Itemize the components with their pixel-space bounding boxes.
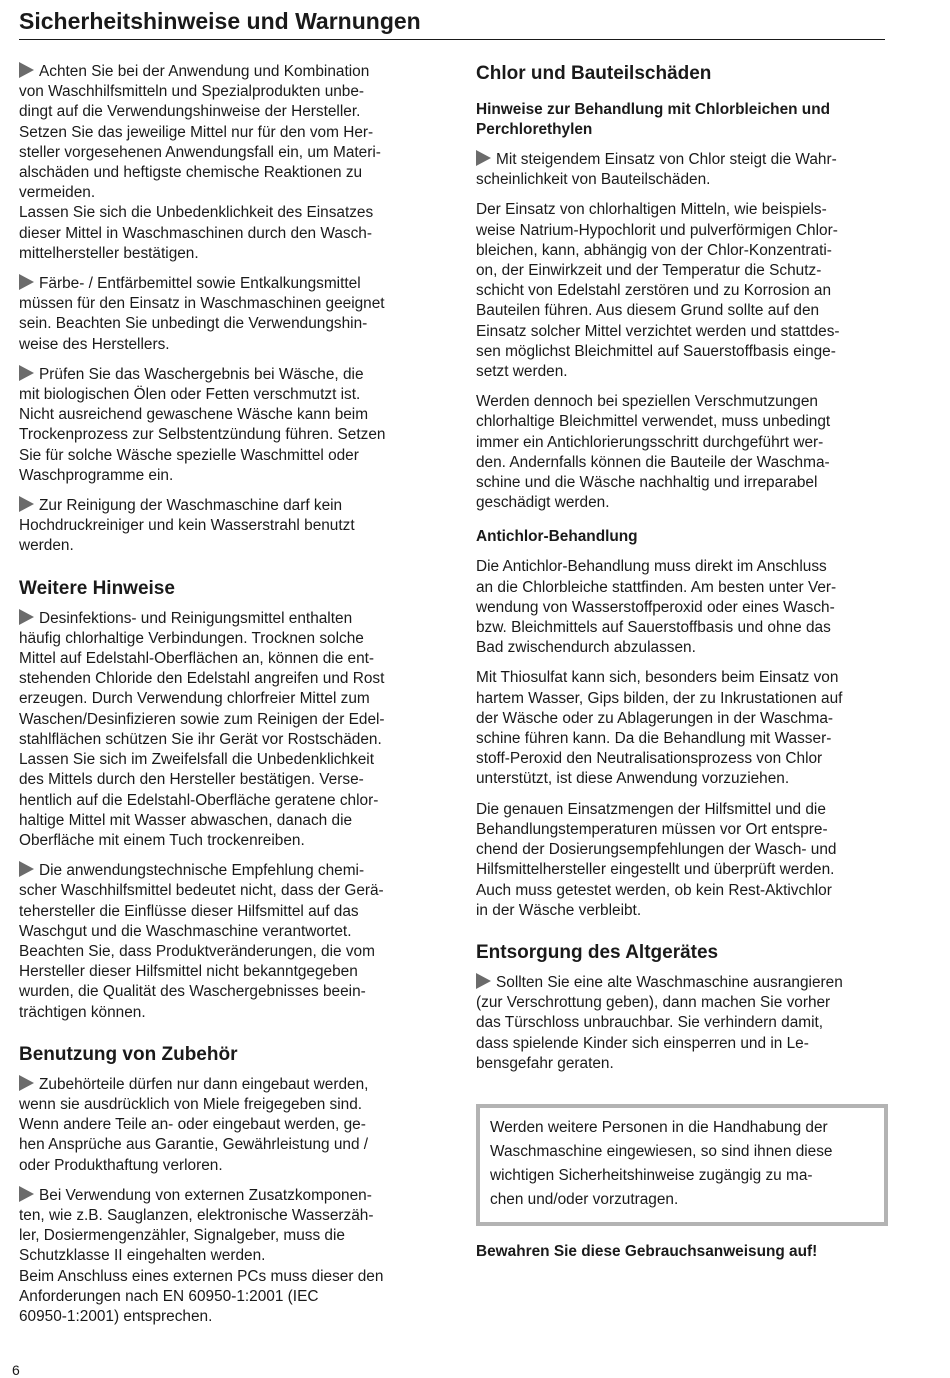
safety-paragraph: Desinfektions- und Reinigungsmittel enthalten häufig chlorhaltige Verbindungen. Trocknen solche Mittel auf Edelstahl-Oberflächen an, können die ent- stehenden Chloride den Edelstahl angreifen und Rost erzeugen. Durch Verwendung chlorfreier Mittel zum Waschen/Desinfizieren sowie zum Reinigen der Edel- stahlflächen schützen Sie ihr Gerät vor Rostschäden. Lassen Sie sich im Zweifelsfall die Unbedenklichkeit des Mittels durch den Hersteller bestätigen. Verse- hentlich auf die Edelstahl-Oberfläche geratene chlor- haltige Mittel mit Wasser abwaschen, danach die Oberfläche mit einem Tuch trockenreiben. [19,609,385,849]
keep-instructions-note: Bewahren Sie diese Gebrauchsanweisung auf! [476,1242,818,1260]
page-number: 6 [12,1362,20,1378]
triangle-right-icon [19,62,34,78]
body-paragraph: Mit Thiosulfat kann sich, besonders beim Einsatz von hartem Wasser, Gips bilden, der zu Inkrustationen auf der Wäsche oder zu Ablagerungen in der Waschma- schine führen kann. Da die Behandlung mit Wasser- stoff-Peroxid den Neutralisationsprozess von Chlor unterstützt, ist diese Anwendung vorzuziehen. [476,669,843,788]
triangle-right-icon [476,973,491,989]
safety-paragraph: Achten Sie bei der Anwendung und Kombination von Waschhilfsmitteln und Spezialprodukten unbe- dingt auf die Verwendungshinweise der Hersteller. Setzen Sie das jeweilige Mittel nur für den vom Her- steller vorgesehenen Anwendungsfall ein, um Materi- alschäden und heftigste chemische Reaktionen zu vermeiden. Lassen Sie sich die Unbedenklichkeit des Einsatzes dieser Mittel in Waschmaschinen durch den Wasch- mittelhersteller bestätigen. [19,63,381,262]
safety-paragraph: Färbe- / Entfärbemittel sowie Entkalkungsmittel müssen für den Einsatz in Waschmaschinen geeignet sein. Beachten Sie unbedingt die Verwendungshin- weise des Herstellers. [19,275,385,353]
triangle-right-icon [476,150,491,166]
left-column [19,62,439,1337]
safety-paragraph: Mit steigendem Einsatz von Chlor steigt die Wahr- scheinlichkeit von Bauteilschäden. [476,151,837,189]
subheading-hinweise: Hinweise zur Behandlung mit Chlorbleichen und Perchlorethylen [476,101,831,138]
safety-paragraph: Die anwendungstechnische Empfehlung chemi- scher Waschhilfsmittel bedeutet nicht, dass der Gerä- tehersteller die Einflüsse dieser Hilfsmittel auf das Waschgut und die Waschmaschine verantwortet. Beachten Sie, dass Produktveränderungen, die vom Hersteller dieser Hilfsmittel nicht bekanntgegeben wurden, die Qualität des Waschergebnisses beein- trächtigen können. [19,862,384,1021]
right-column [476,62,888,1262]
section-heading-weitere-hinweise: Weitere Hinweise [19,577,175,599]
triangle-right-icon [19,496,34,512]
safety-paragraph: Sollten Sie eine alte Waschmaschine ausrangieren (zur Verschrottung geben), dann machen Sie vorher das Türschloss unbrauchbar. Sie verhindern damit, dass spielende Kinder sich einsperren und in Le- bensgefahr geraten. [476,973,843,1072]
section-heading-chlor: Chlor und Bauteilschäden [476,63,712,84]
notice-box: Werden weitere Personen in die Handhabung der Waschmaschine eingewiesen, so sind ihnen diese wichtigen Sicherheitshinweise zugängig zu ma- chen und/oder vorzutragen. [476,1104,888,1226]
safety-paragraph: Prüfen Sie das Waschergebnis bei Wäsche, die mit biologischen Ölen oder Fetten verschmutzt ist. Nicht ausreichend gewaschene Wäsche kann beim Trockenprozess zur Selbstentzündung führen. Setzen Sie für solche Wäsche spezielle Waschmittel oder Waschprogramme ein. [19,365,386,484]
page-title: Sicherheitshinweise und Warnungen [19,4,885,40]
triangle-right-icon [19,1186,34,1202]
triangle-right-icon [19,1075,34,1091]
triangle-right-icon [19,861,34,877]
safety-paragraph: Zubehörteile dürfen nur dann eingebaut werden, wenn sie ausdrücklich von Miele freigegeben sind. Wenn andere Teile an- oder eingebaut werden, ge- hen Ansprüche aus Garantie, Gewährleistung und / oder Produkthaftung verloren. [19,1075,369,1174]
safety-paragraph: Zur Reinigung der Waschmaschine darf kein Hochdruckreiniger und kein Wasserstrahl benutzt werden. [19,497,355,555]
section-heading-entsorgung: Entsorgung des Altgerätes [476,941,719,963]
section-heading-zubehoer: Benutzung von Zubehör [19,1043,238,1065]
body-paragraph: Werden dennoch bei speziellen Verschmutzungen chlorhaltige Bleichmittel verwendet, muss unbedingt immer ein Antichlorierungsschritt durchgeführt wer- den. Andernfalls können die Bauteile der Waschma- schine und die Wäsche nachhaltig und irreparabel geschädigt werden. [476,393,831,512]
triangle-right-icon [19,274,34,290]
triangle-right-icon [19,365,34,381]
triangle-right-icon [19,609,34,625]
body-paragraph: Der Einsatz von chlorhaltigen Mitteln, wie beispiels- weise Natrium-Hypochlorit und pulverförmigen Chlor- bleichen, kann, abhängig von der Chlor-Konzentrati- on, der Einwirkzeit und der Temperatur die Schutz- schicht von Edelstahl zerstören und zu Korrosion an Bauteilen führen. Aus diesem Grund sollte auf den Einsatz solcher Mittel verzichtet werden und stattdes- sen möglichst Bleichmittel auf Sauerstoffbasis einge- setzt werden. [476,201,840,381]
body-paragraph: Die genauen Einsatzmengen der Hilfsmittel und die Behandlungstemperaturen müssen vor Ort entspre- chend der Dosierungsempfehlungen der Wasch- und Hilfsmittelhersteller eingestellt und überprüft werden. Auch muss getestet werden, ob kein Rest-Aktivchlor in der Wäsche verbleibt. [476,800,837,919]
safety-paragraph: Bei Verwendung von externen Zusatzkomponen- ten, wie z.B. Sauglanzen, elektronische Wasserzäh- ler, Dosiermengenzähler, Signalgeber, muss die Schutzklasse II eingehalten werden. Beim Anschluss eines externen PCs muss dieser den Anforderungen nach EN 60950-1:2001 (IEC 60950-1:2001) entsprechen. [19,1186,384,1325]
body-paragraph: Die Antichlor-Behandlung muss direkt im Anschluss an die Chlorbleiche stattfinden. Am besten unter Ver- wendung von Wasserstoffperoxid oder eines Wasch- bzw. Bleichmittels auf Sauerstoffbasis und ohne das Bad zwischendurch abzulassen. [476,558,837,657]
subheading-antichlor: Antichlor-Behandlung [476,528,638,546]
